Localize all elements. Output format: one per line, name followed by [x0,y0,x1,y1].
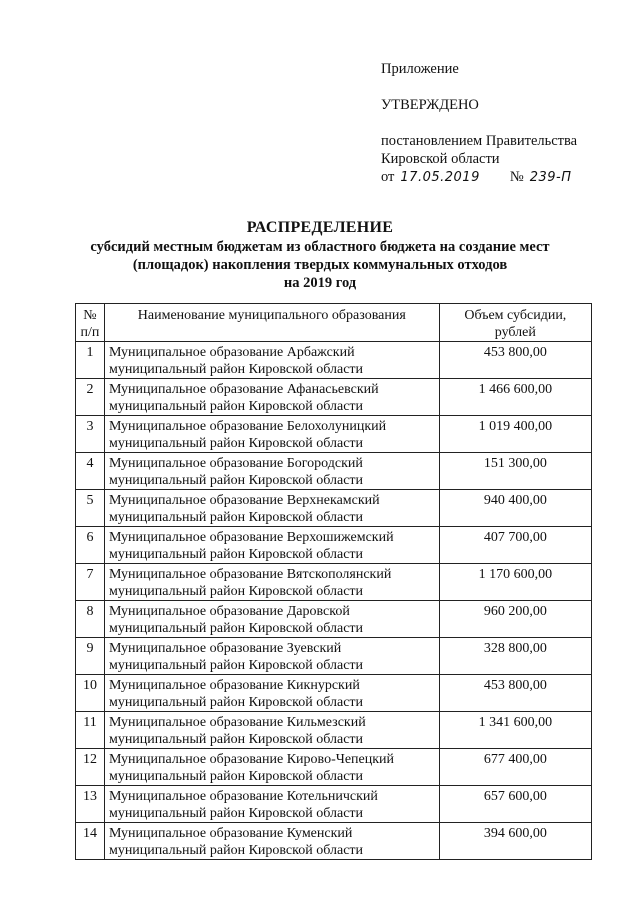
row-name-line-2: муниципальный район Кировской области [108,399,364,414]
approval-block [381,60,631,187]
row-subsidy-amount: 453 800,00 [439,342,591,379]
row-municipality-name [104,379,439,416]
row-subsidy-amount: 960 200,00 [439,601,591,638]
row-municipality-name [104,490,439,527]
row-name-line-2: муниципальный район Кировской области [108,362,364,377]
row-name-line-2: муниципальный район Кировской области [108,547,364,562]
approved-label: УТВЕРЖДЕНО [381,97,479,113]
row-name-line-1: Муниципальное образование Верхошижемский [108,530,394,545]
row-number: 14 [76,823,105,860]
row-number: 8 [76,601,105,638]
header-amount-line-1: Объем субсидии, [464,308,567,323]
row-name-line-1: Муниципальное образование Котельничский [108,789,378,804]
row-name-line-1: Муниципальное образование Кильмезский [108,715,366,730]
decree-reference [381,168,631,187]
header-name-text: Наименование муниципального образования [137,308,406,323]
row-number: 3 [76,416,105,453]
row-name-line-1: Муниципальное образование Верхнекамский [108,493,380,508]
row-name-line-1: Муниципальное образование Кикнурский [108,678,360,693]
title-line-1: субсидий местным бюджетам из областного бюджета на создание мест [90,239,550,255]
table-row [76,416,592,453]
row-name-line-2: муниципальный район Кировской области [108,843,364,858]
appendix-label: Приложение [381,61,459,77]
row-name-line-2: муниципальный район Кировской области [108,732,364,747]
approved-by-line-2: Кировской области [381,151,500,167]
row-municipality-name [104,786,439,823]
row-municipality-name [104,453,439,490]
row-municipality-name [104,675,439,712]
row-number: 1 [76,342,105,379]
table-row [76,823,592,860]
row-name-line-2: муниципальный район Кировской области [108,658,364,673]
row-number: 7 [76,564,105,601]
header-number [76,304,105,342]
row-name-line-2: муниципальный район Кировской области [108,695,364,710]
row-name-line-1: Муниципальное образование Даровской [108,604,350,619]
row-name-line-1: Муниципальное образование Вятскополянский [108,567,392,582]
table-row [76,527,592,564]
row-subsidy-amount: 328 800,00 [439,638,591,675]
row-subsidy-amount: 1 466 600,00 [439,379,591,416]
number-prefix: № [509,169,524,185]
row-municipality-name [104,823,439,860]
table-row [76,786,592,823]
row-name-line-1: Муниципальное образование Зуевский [108,641,342,656]
row-number: 12 [76,749,105,786]
table-header-row [76,304,592,342]
header-number-line-1: № [83,308,97,323]
row-municipality-name [104,564,439,601]
row-name-line-2: муниципальный район Кировской области [108,584,364,599]
row-subsidy-amount: 657 600,00 [439,786,591,823]
row-name-line-2: муниципальный район Кировской области [108,436,364,451]
row-number: 9 [76,638,105,675]
row-municipality-name [104,749,439,786]
row-subsidy-amount: 453 800,00 [439,675,591,712]
header-number-line-2: п/п [80,325,100,340]
header-amount-line-2: рублей [494,325,536,340]
row-subsidy-amount: 151 300,00 [439,453,591,490]
row-municipality-name [104,638,439,675]
row-subsidy-amount: 407 700,00 [439,527,591,564]
row-number: 4 [76,453,105,490]
row-name-line-2: муниципальный район Кировской области [108,510,364,525]
row-name-line-2: муниципальный район Кировской области [108,806,364,821]
title-main: РАСПРЕДЕЛЕНИЕ [246,219,394,236]
row-subsidy-amount: 677 400,00 [439,749,591,786]
approved-by-line-1: постановлением Правительства [381,133,578,149]
table-row [76,749,592,786]
table-row [76,638,592,675]
title-line-2: (площадок) накопления твердых коммунальных отходов [132,257,508,273]
row-municipality-name [104,712,439,749]
document-title [60,218,580,292]
row-municipality-name [104,527,439,564]
row-name-line-2: муниципальный район Кировской области [108,473,364,488]
table-row [76,379,592,416]
header-amount [439,304,591,342]
row-number: 10 [76,675,105,712]
row-number: 11 [76,712,105,749]
row-subsidy-amount: 1 341 600,00 [439,712,591,749]
table-row [76,712,592,749]
table-row [76,490,592,527]
table-row [76,453,592,490]
from-prefix: от [381,169,395,185]
row-name-line-1: Муниципальное образование Кирово-Чепецкий [108,752,395,767]
row-name-line-1: Муниципальное образование Богородский [108,456,363,471]
row-subsidy-amount: 940 400,00 [439,490,591,527]
row-municipality-name [104,416,439,453]
row-number: 13 [76,786,105,823]
table-row [76,601,592,638]
row-municipality-name [104,342,439,379]
row-number: 5 [76,490,105,527]
row-subsidy-amount: 1 170 600,00 [439,564,591,601]
header-name [104,304,439,342]
row-number: 2 [76,379,105,416]
row-municipality-name [104,601,439,638]
row-subsidy-amount: 1 019 400,00 [439,416,591,453]
decree-date: 17.05.2019 [400,170,480,185]
table-row [76,564,592,601]
row-name-line-1: Муниципальное образование Куменский [108,826,353,841]
row-name-line-1: Муниципальное образование Белохолуницкий [108,419,387,434]
row-name-line-2: муниципальный район Кировской области [108,621,364,636]
row-name-line-1: Муниципальное образование Афанасьевский [108,382,379,397]
table-row [76,675,592,712]
row-subsidy-amount: 394 600,00 [439,823,591,860]
row-number: 6 [76,527,105,564]
table-row [76,342,592,379]
subsidy-table [75,303,592,860]
decree-number: 239-П [529,170,572,185]
row-name-line-1: Муниципальное образование Арбажский [108,345,355,360]
row-name-line-2: муниципальный район Кировской области [108,769,364,784]
title-line-3: на 2019 год [283,275,357,291]
